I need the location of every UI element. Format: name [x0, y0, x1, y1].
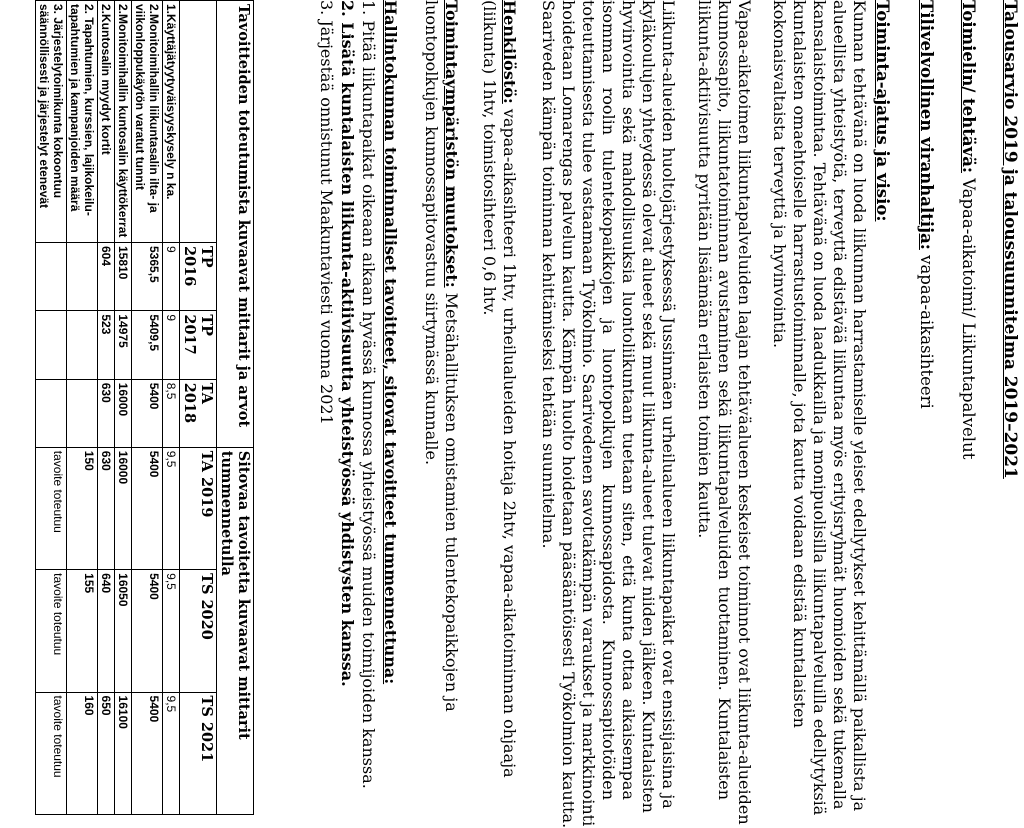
cell: 9 — [163, 243, 180, 311]
header-cell: TS 2021 — [180, 692, 217, 814]
cell: 523 — [98, 311, 115, 379]
row-label: 2.Kuntosalin myydyt kortit — [98, 1, 115, 243]
para3-line: isomman roolin tulentekopaikkojen ja luontopolkujen kunnossapidosta. Kunnossapitotöiden — [599, 0, 618, 800]
table-row — [67, 1, 98, 815]
cell: 16100 — [115, 692, 132, 814]
henkilosto-line: (liikunta) 1htv, toimistosihteeri 0,6 htv. — [480, 0, 499, 316]
cell — [36, 379, 67, 447]
cell: 9,5 — [163, 570, 180, 692]
ajatus-line: kuntalaisten omaehtoiselle harrastustoiminnalle, jota kautta voidaan edistää kuntalaisten — [790, 0, 809, 728]
henkilosto-text: vapaa-aikasihteeri 1htv, urheilualueiden hoitaja 2htv, vapaa-aikatoiminnan ohjaaja — [500, 103, 519, 778]
cell: 604 — [98, 243, 115, 311]
para2-line: kunnossapito, liikuntatoiminnan avustaminen sekä liikuntapalveluiden tuottaminen. Kuntalaisten — [715, 0, 734, 800]
document-title: Talousarvio 2019 ja taloussuunnitelma 2019–2021 — [1000, 0, 1020, 479]
cell: 630 — [98, 447, 115, 569]
row-label: 2.Monitoimihallin liikuntasalin ilta- ja viikonloppukäytön varatut tunnit — [132, 1, 163, 243]
header-cell — [180, 1, 217, 243]
table-caption-row — [217, 1, 254, 815]
row-label: 2. Tapahtumien, kurssien, lajikokeilu-tapahtumien ja kampanjoiden määrä — [67, 1, 98, 243]
muutokset-text: Metsähallituksen omistamien tulentekopaikkojen ja — [442, 287, 461, 712]
header-cell: TA 2019 — [180, 447, 217, 569]
cell: 155 — [67, 570, 98, 692]
header-cell: TP 2016 — [180, 243, 217, 311]
para3-line: Saariveden kämpän toiminnan kehittämiseksi tehtään suunnitelma. — [539, 0, 558, 549]
cell: tavoite toteutuu — [36, 692, 67, 814]
cell — [67, 311, 98, 379]
cell: 5400 — [132, 570, 163, 692]
cell: 16050 — [115, 570, 132, 692]
cell — [67, 243, 98, 311]
table-row — [98, 1, 115, 815]
muutokset-line — [441, 0, 461, 712]
para3-line: hyvinvointia sekä mahdollisuuksia luontoliikuntaan tuetaan siten, että kunta ottaa aikaisempaa — [619, 0, 638, 800]
toimielin-label: Toimielin/ tehtävä: — [959, 0, 978, 173]
cell: 16000 — [115, 379, 132, 447]
cell: 5400 — [132, 447, 163, 569]
tavoite-item: 3. Järjestää onnistunut Maakuntaviesti vuonna 2021 — [317, 0, 336, 425]
header-cell: TS 2020 — [180, 570, 217, 692]
cell: 9 — [163, 311, 180, 379]
cell: 16000 — [115, 447, 132, 569]
row-label: 3. Järjestelytoimikunta kokoontuu säännöllisesti ja järjestelyt etenevät — [36, 1, 67, 243]
cell: 150 — [67, 447, 98, 569]
ajatus-line: Kunnan tehtävänä on luoda liikunnan harrastamiselle yleiset edellytykset kehittämällä paikallista ja — [850, 0, 869, 812]
cell: 630 — [98, 379, 115, 447]
ajatus-heading: Toiminta-ajatus ja visio: — [873, 0, 892, 222]
ajatus-line: kansalaistoimintaa. Tehtävänä on luoda laadukkailla ja monipuolisilla liikuntapalveluilla edellytyksiä — [810, 0, 829, 816]
table-caption: Tavoitteiden toteutumista kuvaavat mittarit ja arvot — [217, 1, 254, 448]
para3-line: hoidetaan Lomarengas palvelun kautta. Kämpän huolto hoidetaan pääsääntöisesti Työkolmion kautta. — [559, 0, 578, 828]
cell: 9,5 — [163, 447, 180, 569]
cell: tavoite toteutuu — [36, 570, 67, 692]
vastuu-line — [916, 0, 936, 409]
cell — [36, 311, 67, 379]
cell: tavoite toteutuu — [36, 447, 67, 569]
cell: 5400 — [132, 379, 163, 447]
cell: 650 — [98, 692, 115, 814]
para2-line: Vapaa-aikatoimen liikuntapalveluiden laajan tehtäväalueen keskeiset toiminnot ovat liikunta-alueiden — [735, 0, 754, 825]
table-row — [36, 1, 67, 815]
cell: 640 — [98, 570, 115, 692]
henkilosto-line — [499, 0, 519, 778]
tavoite-item: 1. Pitää liikuntapaikat oikeaan aikaan hyvässä kunnossa yhteistyössä muiden toimijoiden kanssa. — [359, 0, 378, 789]
sitova-caption: Sitovaa tavoitetta kuvaavat mittarit tummennetulla — [217, 447, 254, 814]
cell: 15810 — [115, 243, 132, 311]
measures-table — [35, 0, 254, 815]
cell: 9,5 — [163, 692, 180, 814]
ajatus-line: alueellista yhteistyötä, terveyttä edistävää liikuntaa myös erityisryhmät huomioiden sekä tukemalla — [830, 0, 849, 810]
para3-line: Liikunta-alueiden huoltojärjestyksessä Jussinmäen urheilualueen liikuntapaikat ovat ensisijaisina ja — [659, 0, 678, 809]
table-row — [115, 1, 132, 815]
cell: 5409,5 — [132, 311, 163, 379]
toimielin-line — [958, 0, 978, 459]
cell — [36, 243, 67, 311]
cell: 5400 — [132, 692, 163, 814]
vastuu-value: vapaa-aikasihteeri — [917, 249, 936, 409]
table-row — [132, 1, 163, 815]
row-label: 2.Monitoimihallin kuntosalin käyttökerrat — [115, 1, 132, 243]
para2-line: liikunta-aktiivisuutta pyritään lisäämään erilaisten toimien kautta. — [695, 0, 714, 539]
table-header-row — [180, 1, 217, 815]
header-cell: TP 2017 — [180, 311, 217, 379]
henkilosto-label: Henkilöstö: — [500, 0, 519, 104]
ajatus-line: kokonaisvaltaista terveyttä ja hyvinvointia. — [770, 0, 789, 349]
header-cell: TA 2018 — [180, 379, 217, 447]
cell: 160 — [67, 692, 98, 814]
para3-line: kyläkoulujen yhteydessä olevat alueet sekä muut liikunta-alueet tulevat niiden jälkeen. Kuntalaisten — [639, 0, 658, 813]
tavoite-item: 2. Lisätä kuntalaisten liikunta-aktiivisuutta yhteistyössä yhdistysten kanssa. — [338, 0, 357, 687]
vastuu-label: Tilivelvollinen viranhaltija: — [917, 0, 936, 250]
tavoitteet-heading: Hallintokunnan toiminnalliset tavoitteet, sitovat tavoitteet tummennettuna: — [381, 0, 400, 685]
cell: 14975 — [115, 311, 132, 379]
row-label: 1.Käyttäjätyytyväisyyskysely n ka. — [163, 1, 180, 243]
table-row — [163, 1, 180, 815]
cell: 5365,5 — [132, 243, 163, 311]
cell — [67, 379, 98, 447]
para3-line: toteuttamisesta tulee vastaamaan Työkolmio. Saarivedenen savottakämpän varaukset ja markkinointi — [579, 0, 598, 827]
cell: 8,5 — [163, 379, 180, 447]
muutokset-line: luontopolkujen kunnossapitovastuu siirtymässä kunnalle. — [422, 0, 441, 466]
toimielin-value: Vapaa-aikatoimi/ Liikuntapalvelut — [959, 172, 978, 460]
muutokset-label: Toimintaympäristön muutokset: — [442, 0, 461, 288]
